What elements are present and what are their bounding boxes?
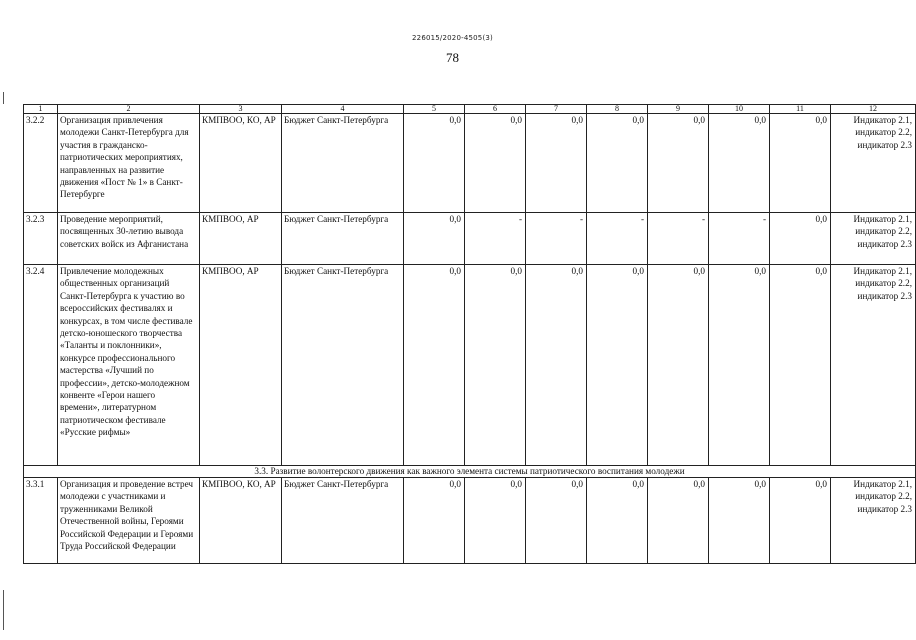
value-cell: 0,0 — [709, 265, 770, 466]
binding-mark — [3, 590, 4, 630]
value-cell: 0,0 — [770, 478, 831, 564]
executor: КМПВОО, КО, АР — [200, 478, 282, 564]
indicators: Индикатор 2.1, индикатор 2.2, индикатор 2.3 — [831, 114, 916, 213]
value-cell: 0,0 — [404, 213, 465, 265]
value-cell: 0,0 — [648, 265, 709, 466]
value-cell: 0,0 — [587, 478, 648, 564]
executor: КМПВОО, КО, АР — [200, 114, 282, 213]
column-header: 12 — [831, 105, 916, 114]
value-cell: 0,0 — [648, 114, 709, 213]
indicators: Индикатор 2.1, индикатор 2.2, индикатор 2.3 — [831, 265, 916, 466]
value-cell: - — [465, 213, 526, 265]
value-cell: 0,0 — [404, 114, 465, 213]
value-cell: 0,0 — [404, 478, 465, 564]
column-header: 9 — [648, 105, 709, 114]
activity-name: Привлечение молодежных общественных организаций Санкт-Петербурга к участию во всероссийских фестивалях и конкурсах, в том числе фестивале детско-юношеского творчества «Таланты и поклонники», конкурсе профессионального мастерства «Лучший по профессии», детско-молодежном конвенте «Герои нашего времени», литературном патриотическом фестивале «Русские рифмы» — [58, 265, 200, 466]
funding-source: Бюджет Санкт-Петербурга — [282, 114, 404, 213]
value-cell: 0,0 — [526, 114, 587, 213]
column-header: 1 — [24, 105, 58, 114]
row-id: 3.2.2 — [24, 114, 58, 213]
table-row — [24, 478, 916, 564]
funding-source: Бюджет Санкт-Петербурга — [282, 213, 404, 265]
value-cell: 0,0 — [587, 114, 648, 213]
column-header: 3 — [200, 105, 282, 114]
activity-name: Проведение мероприятий, посвященных 30-летию вывода советских войск из Афганистана — [58, 213, 200, 265]
row-id: 3.2.3 — [24, 213, 58, 265]
activity-name: Организация и проведение встреч молодежи с участниками и труженниками Великой Отечественной войны, Героями Российской Федерации и Героями Труда Российской Федерации — [58, 478, 200, 564]
value-cell: - — [648, 213, 709, 265]
value-cell: 0,0 — [587, 265, 648, 466]
indicators: Индикатор 2.1, индикатор 2.2, индикатор 2.3 — [831, 213, 916, 265]
value-cell: 0,0 — [709, 114, 770, 213]
column-header: 10 — [709, 105, 770, 114]
row-id: 3.2.4 — [24, 265, 58, 466]
activity-name: Организация привлечения молодежи Санкт-Петербурга для участия в гражданско-патриотических мероприятиях, направленных на развитие движения «Пост № 1» в Санкт-Петербурге — [58, 114, 200, 213]
indicators: Индикатор 2.1, индикатор 2.2, индикатор 2.3 — [831, 478, 916, 564]
funding-source: Бюджет Санкт-Петербурга — [282, 478, 404, 564]
binding-mark — [3, 92, 4, 104]
executor: КМПВОО, АР — [200, 265, 282, 466]
column-header: 8 — [587, 105, 648, 114]
funding-source: Бюджет Санкт-Петербурга — [282, 265, 404, 466]
value-cell: 0,0 — [465, 478, 526, 564]
program-table — [23, 104, 916, 564]
column-header: 7 — [526, 105, 587, 114]
value-cell: - — [587, 213, 648, 265]
value-cell: - — [709, 213, 770, 265]
executor: КМПВОО, АР — [200, 213, 282, 265]
column-header: 6 — [465, 105, 526, 114]
value-cell: 0,0 — [770, 114, 831, 213]
column-header: 5 — [404, 105, 465, 114]
value-cell: 0,0 — [770, 213, 831, 265]
value-cell: 0,0 — [648, 478, 709, 564]
row-id: 3.3.1 — [24, 478, 58, 564]
value-cell: 0,0 — [709, 478, 770, 564]
table-row — [24, 213, 916, 265]
value-cell: 0,0 — [770, 265, 831, 466]
column-number-row — [24, 105, 916, 114]
value-cell: 0,0 — [465, 114, 526, 213]
column-header: 11 — [770, 105, 831, 114]
column-header: 2 — [58, 105, 200, 114]
value-cell: 0,0 — [526, 478, 587, 564]
column-header: 4 — [282, 105, 404, 114]
section-heading: 3.3. Развитие волонтерского движения как важного элемента системы патриотического воспитания молодежи — [24, 466, 916, 478]
document-registration-number: 226015/2020-4505(3) — [412, 34, 493, 42]
page-number: 78 — [446, 50, 459, 65]
table-row — [24, 114, 916, 213]
table-row — [24, 265, 916, 466]
value-cell: 0,0 — [404, 265, 465, 466]
value-cell: 0,0 — [526, 265, 587, 466]
section-row — [24, 466, 916, 478]
value-cell: 0,0 — [465, 265, 526, 466]
value-cell: - — [526, 213, 587, 265]
